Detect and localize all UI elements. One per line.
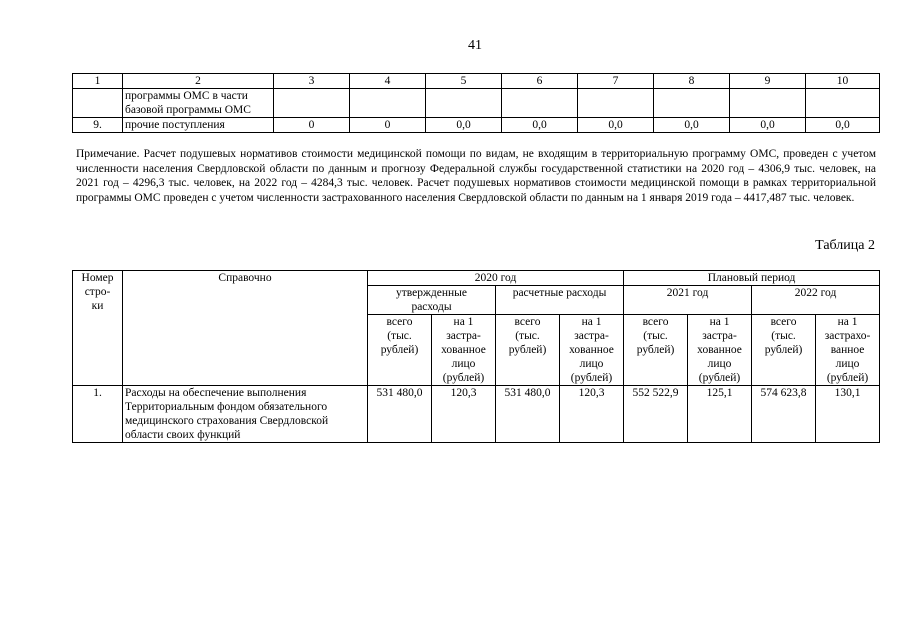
header-line: на 1	[581, 316, 602, 328]
header-line: застрахо-	[824, 330, 871, 342]
column-number: 7	[578, 74, 654, 89]
header-line: лицо	[451, 358, 476, 370]
row-label-line: программы ОМС в части	[125, 90, 248, 102]
row-label-line: Территориальным фондом обязательного	[125, 401, 328, 413]
table-row	[73, 118, 880, 133]
header-line: (рублей)	[570, 372, 613, 384]
column-number: 5	[426, 74, 502, 89]
cell-value: 130,1	[816, 386, 880, 443]
cell-value: 0	[350, 118, 426, 133]
cell-value: 0	[274, 118, 350, 133]
header-line: лицо	[707, 358, 732, 370]
cell-value: 531 480,0	[368, 386, 432, 443]
header-line: рублей)	[636, 344, 675, 356]
cell-value: 0,0	[654, 118, 730, 133]
header-line: (рублей)	[442, 372, 485, 384]
header-line: хованное	[697, 344, 742, 356]
header-line: стро-	[84, 286, 111, 298]
cell-value: 531 480,0	[496, 386, 560, 443]
header-line: лицо	[579, 358, 604, 370]
header-line: (тыс.	[515, 330, 540, 342]
header-line: на 1	[709, 316, 730, 328]
header-line: всего	[514, 316, 541, 328]
cell-value: 574 623,8	[752, 386, 816, 443]
cell-value: 0,0	[806, 118, 880, 133]
table-row	[73, 89, 880, 118]
cell-value: 552 522,9	[624, 386, 688, 443]
table-2-header-row-1	[73, 271, 880, 286]
header-line: (рублей)	[698, 372, 741, 384]
table-row	[73, 386, 880, 443]
cell-value	[730, 89, 806, 118]
header-line: застра-	[574, 330, 609, 342]
column-number: 6	[502, 74, 578, 89]
cell-value	[426, 89, 502, 118]
header-line: застра-	[446, 330, 481, 342]
column-number: 10	[806, 74, 880, 89]
header-line: рублей)	[380, 344, 419, 356]
header-line: хованное	[569, 344, 614, 356]
header-line: рублей)	[508, 344, 547, 356]
plan-period-header: Плановый период	[624, 271, 880, 286]
header-line: всего	[770, 316, 797, 328]
total-header	[368, 315, 432, 386]
reference-header: Справочно	[123, 271, 368, 386]
header-line: хованное	[441, 344, 486, 356]
header-line: на 1	[453, 316, 474, 328]
total-header	[624, 315, 688, 386]
header-line: (тыс.	[387, 330, 412, 342]
header-line: (тыс.	[771, 330, 796, 342]
column-number: 1	[73, 74, 123, 89]
header-line: рублей)	[764, 344, 803, 356]
calculated-expenses-header: расчетные расходы	[496, 286, 624, 315]
cell-value: 0,0	[730, 118, 806, 133]
header-line: ванное	[830, 344, 865, 356]
note-paragraph: Примечание. Расчет подушевых нормативов стоимости медицинской помощи по видам, не входящим в территориальную программу ОМС, проведен с учетом численности населения Свердловской области по данным и прогнозу Федеральной службы государственной статистики на 2020 год – 4306,9 тыс. человек, на 2021 год – 4296,3 тыс. человек, на 2022 год – 4284,3 тыс. человек. Расчет подушевых нормативов стоимости медицинской помощи в рамках территориальной программы ОМС проведен с учетом численности застрахованного населения Свердловской области по данным на 1 января 2019 года – 4417,487 тыс. человек.	[76, 148, 876, 204]
header-line: Номер	[81, 272, 114, 284]
row-label-line: медицинского страхования Свердловской	[125, 415, 329, 427]
per-insured-header	[688, 315, 752, 386]
cell-value: 120,3	[560, 386, 624, 443]
row-number	[73, 89, 123, 118]
header-line: всего	[642, 316, 669, 328]
per-insured-header	[560, 315, 624, 386]
column-number: 3	[274, 74, 350, 89]
total-header	[752, 315, 816, 386]
per-insured-header	[816, 315, 880, 386]
row-number: 1.	[73, 386, 123, 443]
header-line: утвержденные	[395, 287, 468, 299]
header-line: всего	[386, 316, 413, 328]
table-2	[72, 270, 880, 443]
cell-value: 0,0	[502, 118, 578, 133]
row-number-header	[73, 271, 123, 386]
row-label	[123, 118, 274, 133]
row-label-line: прочие поступления	[125, 119, 225, 131]
column-number: 2	[123, 74, 274, 89]
per-insured-header	[432, 315, 496, 386]
table-1-continuation	[72, 73, 880, 133]
row-label-line: Расходы на обеспечение выполнения	[125, 387, 307, 399]
header-line: (рублей)	[826, 372, 869, 384]
approved-expenses-header	[368, 286, 496, 315]
table-1-header-row	[73, 74, 880, 89]
column-number: 9	[730, 74, 806, 89]
row-number: 9.	[73, 118, 123, 133]
column-number: 8	[654, 74, 730, 89]
year-2020-header: 2020 год	[368, 271, 624, 286]
header-line: ки	[91, 300, 104, 312]
header-line: на 1	[837, 316, 858, 328]
table-caption: Таблица 2	[815, 238, 875, 253]
row-label	[123, 386, 368, 443]
cell-value: 0,0	[426, 118, 502, 133]
cell-value: 125,1	[688, 386, 752, 443]
header-line: лицо	[835, 358, 860, 370]
cell-value: 120,3	[432, 386, 496, 443]
row-label-line: области своих функций	[125, 429, 241, 441]
row-label-line: базовой программы ОМС	[125, 104, 251, 116]
cell-value	[274, 89, 350, 118]
total-header	[496, 315, 560, 386]
cell-value	[502, 89, 578, 118]
year-2021-header: 2021 год	[624, 286, 752, 315]
row-label	[123, 89, 274, 118]
cell-value	[806, 89, 880, 118]
header-line: (тыс.	[643, 330, 668, 342]
cell-value	[578, 89, 654, 118]
header-line: застра-	[702, 330, 737, 342]
page-number: 41	[468, 38, 482, 53]
cell-value	[350, 89, 426, 118]
cell-value: 0,0	[578, 118, 654, 133]
column-number: 4	[350, 74, 426, 89]
year-2022-header: 2022 год	[752, 286, 880, 315]
header-line: расходы	[411, 301, 452, 313]
cell-value	[654, 89, 730, 118]
